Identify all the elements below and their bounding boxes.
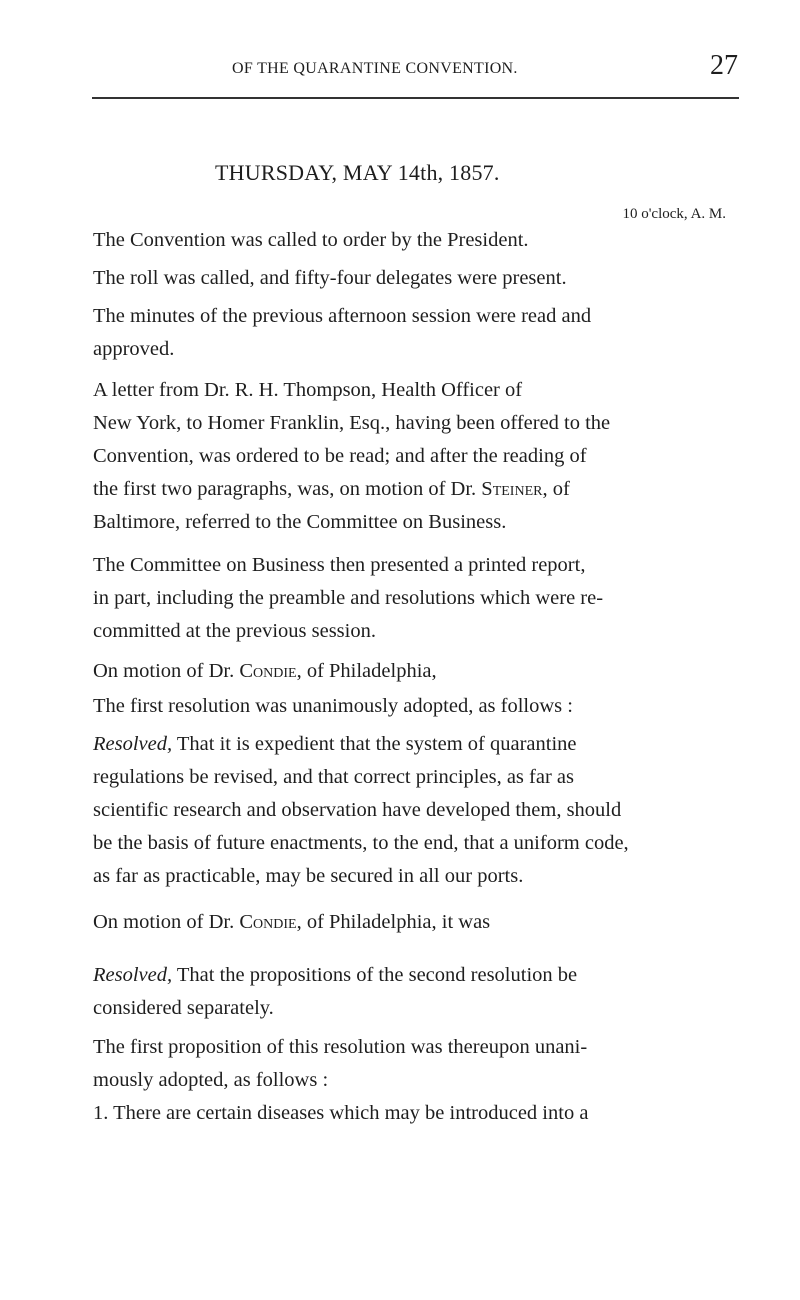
person-name: Condie bbox=[239, 660, 297, 682]
text-line: regulations be revised, and that correct principles, as far as bbox=[93, 766, 574, 788]
text-line bbox=[93, 728, 739, 761]
text-line: New York, to Homer Franklin, Esq., having been offered to the bbox=[93, 412, 611, 434]
paragraph-roll-call bbox=[93, 262, 739, 295]
text-run: the first two paragraphs, was, on motion of Dr. bbox=[93, 478, 477, 500]
paragraph-letter bbox=[93, 374, 739, 539]
text-line: approved. bbox=[93, 338, 175, 360]
text-line: The first proposition of this resolution was thereupon unani- bbox=[93, 1036, 588, 1058]
text-line bbox=[93, 959, 739, 992]
text-line: scientific research and observation have developed them, should bbox=[93, 799, 622, 821]
running-title: OF THE QUARANTINE CONVENTION. bbox=[232, 60, 518, 77]
text-line: The Convention was called to order by the President. bbox=[93, 229, 529, 251]
text-run: On motion of Dr. bbox=[93, 911, 235, 933]
text-line: The Committee on Business then presented a printed report, bbox=[93, 554, 586, 576]
resolved-word: Resolved, bbox=[93, 964, 173, 986]
text-run: On motion of Dr. bbox=[93, 660, 235, 682]
resolution-2 bbox=[93, 959, 739, 1025]
session-time: 10 o'clock, A. M. bbox=[622, 206, 726, 222]
text-line: Convention, was ordered to be read; and after the reading of bbox=[93, 445, 587, 467]
paragraph-first-proposition bbox=[93, 1031, 739, 1097]
paragraph-first-resolution bbox=[93, 690, 739, 723]
person-name: Steiner bbox=[481, 478, 543, 500]
text-line bbox=[93, 906, 739, 939]
header-rule bbox=[92, 97, 739, 99]
resolved-word: Resolved, bbox=[93, 733, 173, 755]
text-line: committed at the previous session. bbox=[93, 620, 376, 642]
person-name: Condie bbox=[239, 911, 297, 933]
text-line: A letter from Dr. R. H. Thompson, Health Officer of bbox=[93, 379, 523, 401]
text-run: , of bbox=[542, 478, 570, 500]
text-line bbox=[93, 655, 739, 688]
text-line: Baltimore, referred to the Committee on Business. bbox=[93, 511, 507, 533]
page-number: 27 bbox=[710, 50, 738, 81]
text-run: , of Philadelphia, bbox=[296, 660, 437, 682]
text-run: That the propositions of the second resolution be bbox=[172, 964, 578, 986]
resolution-1 bbox=[93, 728, 739, 893]
text-line: The roll was called, and fifty-four delegates were present. bbox=[93, 267, 567, 289]
text-run: , of Philadelphia, it was bbox=[296, 911, 491, 933]
paragraph-committee-report bbox=[93, 549, 739, 648]
text-line: mously adopted, as follows : bbox=[93, 1069, 329, 1091]
paragraph-motion-1 bbox=[93, 655, 739, 688]
paragraph-call-to-order bbox=[93, 224, 739, 257]
text-line: be the basis of future enactments, to the end, that a uniform code, bbox=[93, 832, 629, 854]
text-run: That it is expedient that the system of quarantine bbox=[172, 733, 577, 755]
text-line: as far as practicable, may be secured in all our ports. bbox=[93, 865, 524, 887]
text-line: The minutes of the previous afternoon session were read and bbox=[93, 305, 592, 327]
paragraph-motion-2 bbox=[93, 906, 739, 939]
text-line: considered separately. bbox=[93, 997, 274, 1019]
proposition-1 bbox=[93, 1097, 739, 1130]
text-line bbox=[93, 473, 739, 506]
session-heading: THURSDAY, MAY 14th, 1857. bbox=[215, 160, 500, 185]
text-line: 1. There are certain diseases which may be introduced into a bbox=[93, 1102, 589, 1124]
text-line: in part, including the preamble and resolutions which were re- bbox=[93, 587, 604, 609]
text-line: The first resolution was unanimously adopted, as follows : bbox=[93, 695, 573, 717]
paragraph-minutes bbox=[93, 300, 739, 366]
